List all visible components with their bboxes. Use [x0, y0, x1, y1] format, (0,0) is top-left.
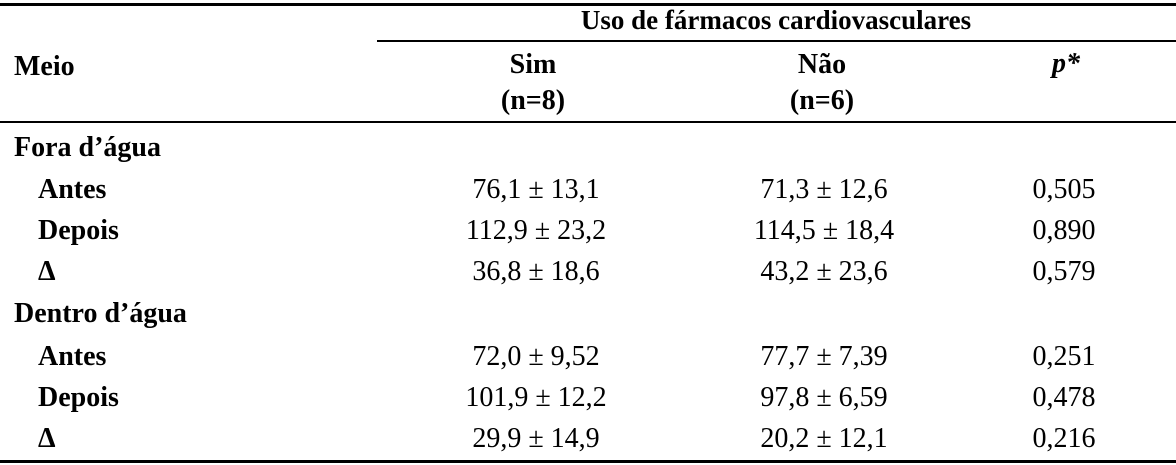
row-label: Antes [38, 174, 107, 205]
cell-p: 0,478 [1032, 382, 1096, 413]
row-label: Δ [38, 423, 56, 454]
row-label: Depois [38, 215, 119, 246]
column-header-nao-n: (n=6) [789, 85, 855, 116]
cell-sim: 112,9 ± 23,2 [465, 215, 607, 246]
cell-sim: 29,9 ± 14,9 [472, 423, 600, 454]
column-header-sim [501, 47, 565, 119]
column-header-sim-n: (n=8) [500, 85, 566, 116]
cell-sim: 36,8 ± 18,6 [472, 256, 600, 287]
cell-nao: 77,7 ± 7,39 [760, 341, 888, 372]
cell-nao: 114,5 ± 18,4 [753, 215, 895, 246]
cell-p: 0,216 [1032, 423, 1096, 454]
row-label: Δ [38, 256, 56, 287]
column-header-sim-label: Sim [509, 49, 557, 80]
cell-sim: 76,1 ± 13,1 [472, 174, 600, 205]
header-bottom-rule [0, 121, 1176, 123]
section-label-fora: Fora d’água [14, 132, 161, 163]
group-header: Uso de fármacos cardiovasculares [580, 5, 972, 35]
row-label: Antes [38, 341, 107, 372]
table-bottom-rule [0, 460, 1176, 463]
column-header-meio: Meio [14, 51, 75, 82]
cell-sim: 72,0 ± 9,52 [472, 341, 600, 372]
cell-p: 0,251 [1032, 341, 1096, 372]
column-header-p: p* [1052, 48, 1080, 79]
cell-sim: 101,9 ± 12,2 [465, 382, 607, 413]
cell-p: 0,505 [1032, 174, 1096, 205]
cell-nao: 97,8 ± 6,59 [760, 382, 888, 413]
cell-nao: 43,2 ± 23,6 [760, 256, 888, 287]
cell-nao: 71,3 ± 12,6 [760, 174, 888, 205]
cell-nao: 20,2 ± 12,1 [760, 423, 888, 454]
row-label: Depois [38, 382, 119, 413]
column-header-nao-label: Não [797, 49, 847, 80]
column-header-nao [790, 47, 854, 119]
section-label-dentro: Dentro d’água [14, 298, 187, 329]
cell-p: 0,579 [1032, 256, 1096, 287]
cell-p: 0,890 [1032, 215, 1096, 246]
group-header-rule [377, 40, 1176, 42]
